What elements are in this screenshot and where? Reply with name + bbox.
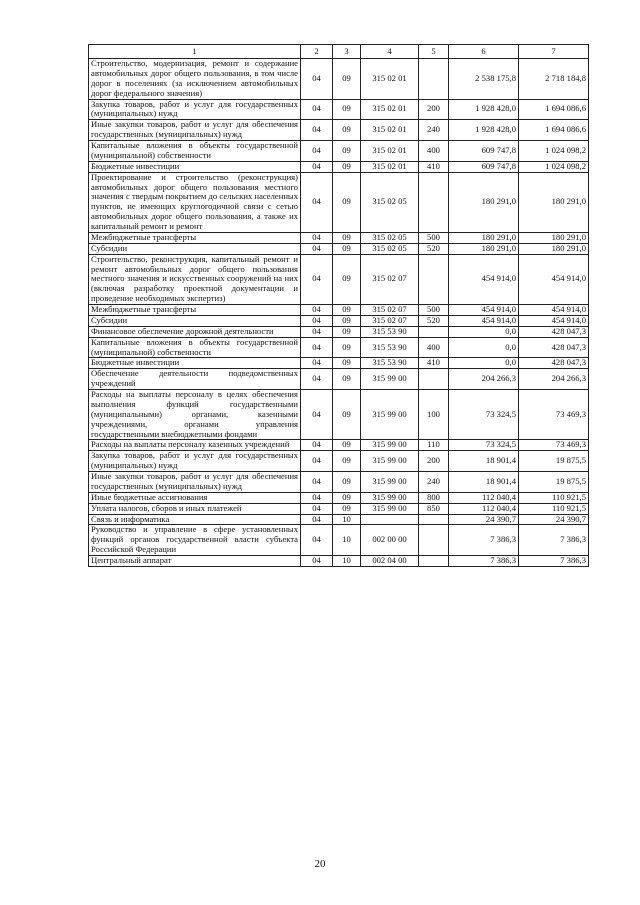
amount-col6-cell: 18 901,4	[449, 451, 519, 472]
amount-col7-cell: 110 921,5	[519, 492, 589, 503]
section-code-cell: 04	[301, 492, 333, 503]
expense-type-cell: 410	[419, 161, 449, 172]
expense-type-cell: 850	[419, 503, 449, 514]
column-header: 6	[449, 45, 519, 59]
target-article-cell: 315 53 90	[361, 358, 419, 369]
amount-col7-cell: 73 469,3	[519, 390, 589, 440]
subsection-code-cell: 09	[333, 232, 361, 243]
amount-col7-cell: 73 469,3	[519, 440, 589, 451]
amount-col7-cell: 2 718 184,8	[519, 59, 589, 100]
amount-col7-cell: 428 047,3	[519, 358, 589, 369]
column-header: 1	[89, 45, 301, 59]
amount-col7-cell: 428 047,3	[519, 326, 589, 337]
target-article-cell: 315 02 01	[361, 120, 419, 141]
target-article-cell: 315 53 90	[361, 326, 419, 337]
amount-col6-cell: 180 291,0	[449, 243, 519, 254]
expense-type-cell: 520	[419, 315, 449, 326]
subsection-code-cell: 09	[333, 161, 361, 172]
expense-type-cell: 100	[419, 390, 449, 440]
row-name-cell: Расходы на выплаты персоналу казенных учреждений	[89, 440, 301, 451]
row-name-cell: Субсидии	[89, 315, 301, 326]
amount-col6-cell: 204 266,3	[449, 369, 519, 390]
subsection-code-cell: 09	[333, 358, 361, 369]
table-body	[89, 59, 589, 567]
expense-type-cell: 800	[419, 492, 449, 503]
expense-type-cell: 500	[419, 305, 449, 316]
subsection-code-cell: 09	[333, 390, 361, 440]
amount-col7-cell: 204 266,3	[519, 369, 589, 390]
table-row	[89, 451, 589, 472]
amount-col6-cell: 112 040,4	[449, 503, 519, 514]
table-row	[89, 358, 589, 369]
subsection-code-cell: 09	[333, 315, 361, 326]
section-code-cell: 04	[301, 161, 333, 172]
target-article-cell: 315 02 05	[361, 243, 419, 254]
target-article-cell: 315 02 07	[361, 254, 419, 304]
table-row	[89, 503, 589, 514]
section-code-cell: 04	[301, 232, 333, 243]
column-header: 5	[419, 45, 449, 59]
target-article-cell: 315 02 01	[361, 141, 419, 162]
table-row	[89, 99, 589, 120]
table-row	[89, 440, 589, 451]
amount-col6-cell: 454 914,0	[449, 305, 519, 316]
amount-col6-cell: 454 914,0	[449, 254, 519, 304]
amount-col7-cell: 454 914,0	[519, 305, 589, 316]
amount-col7-cell: 19 875,5	[519, 472, 589, 493]
subsection-code-cell: 09	[333, 120, 361, 141]
column-header: 2	[301, 45, 333, 59]
section-code-cell: 04	[301, 59, 333, 100]
row-name-cell: Закупка товаров, работ и услуг для государственных (муниципальных) нужд	[89, 99, 301, 120]
row-name-cell: Расходы на выплаты персоналу в целях обеспечения выполнения функций государственными (муниципальными) органами, казенными учреждениями, органами управления государственными внебюджетными фондами	[89, 390, 301, 440]
amount-col6-cell: 0,0	[449, 337, 519, 358]
target-article-cell: 315 99 00	[361, 369, 419, 390]
column-header: 3	[333, 45, 361, 59]
row-name-cell: Иные закупки товаров, работ и услуг для обеспечения государственных (муниципальных) нужд	[89, 472, 301, 493]
section-code-cell: 04	[301, 514, 333, 525]
page-number: 20	[314, 858, 326, 870]
row-name-cell: Субсидии	[89, 243, 301, 254]
section-code-cell: 04	[301, 120, 333, 141]
expense-type-cell: 240	[419, 472, 449, 493]
target-article-cell: 315 99 00	[361, 451, 419, 472]
expense-type-cell	[419, 514, 449, 525]
row-name-cell: Бюджетные инвестиции	[89, 358, 301, 369]
amount-col7-cell: 180 291,0	[519, 243, 589, 254]
target-article-cell: 315 99 00	[361, 472, 419, 493]
expense-type-cell: 110	[419, 440, 449, 451]
target-article-cell: 315 99 00	[361, 390, 419, 440]
amount-col7-cell: 180 291,0	[519, 232, 589, 243]
expense-type-cell: 410	[419, 358, 449, 369]
target-article-cell: 002 00 00	[361, 525, 419, 556]
section-code-cell: 04	[301, 556, 333, 567]
amount-col6-cell: 18 901,4	[449, 472, 519, 493]
subsection-code-cell: 09	[333, 472, 361, 493]
target-article-cell: 315 99 00	[361, 503, 419, 514]
amount-col7-cell: 1 024 098,2	[519, 161, 589, 172]
amount-col7-cell: 19 875,5	[519, 451, 589, 472]
amount-col6-cell: 24 390,7	[449, 514, 519, 525]
table-row	[89, 514, 589, 525]
table-row	[89, 161, 589, 172]
table-row	[89, 492, 589, 503]
amount-col6-cell: 73 324,5	[449, 390, 519, 440]
target-article-cell: 315 99 00	[361, 492, 419, 503]
table-header-row	[89, 45, 589, 59]
row-name-cell: Капитальные вложения в объекты государственной (муниципальной) собственности	[89, 337, 301, 358]
expense-type-cell: 500	[419, 232, 449, 243]
expense-type-cell: 520	[419, 243, 449, 254]
row-name-cell: Проектирование и строительство (реконструкция) автомобильных дорог общего пользования местного значения с твердым покрытием до сельских населенных пунктов, не имеющих круглогодичной связи с сетью автомобильных дорог общего пользования, а также их капитальный ремонт и ремонт	[89, 172, 301, 232]
amount-col7-cell: 24 390,7	[519, 514, 589, 525]
table-row	[89, 254, 589, 304]
amount-col7-cell: 7 386,3	[519, 525, 589, 556]
expense-type-cell	[419, 326, 449, 337]
subsection-code-cell: 09	[333, 305, 361, 316]
target-article-cell: 315 02 07	[361, 315, 419, 326]
target-article-cell	[361, 514, 419, 525]
row-name-cell: Иные бюджетные ассигнования	[89, 492, 301, 503]
section-code-cell: 04	[301, 99, 333, 120]
section-code-cell: 04	[301, 254, 333, 304]
amount-col6-cell: 2 538 175,8	[449, 59, 519, 100]
section-code-cell: 04	[301, 315, 333, 326]
target-article-cell: 315 02 01	[361, 59, 419, 100]
section-code-cell: 04	[301, 337, 333, 358]
table-row	[89, 243, 589, 254]
expense-type-cell	[419, 525, 449, 556]
subsection-code-cell: 09	[333, 59, 361, 100]
expense-type-cell	[419, 369, 449, 390]
row-name-cell: Бюджетные инвестиции	[89, 161, 301, 172]
row-name-cell: Строительство, модернизация, ремонт и содержание автомобильных дорог общего пользования, в том числе дорог в поселениях (за исключением автомобильных дорог федерального значения)	[89, 59, 301, 100]
expense-type-cell	[419, 59, 449, 100]
amount-col6-cell: 0,0	[449, 358, 519, 369]
amount-col6-cell: 112 040,4	[449, 492, 519, 503]
amount-col7-cell: 180 291,0	[519, 172, 589, 232]
subsection-code-cell: 09	[333, 326, 361, 337]
amount-col7-cell: 454 914,0	[519, 315, 589, 326]
target-article-cell: 315 53 90	[361, 337, 419, 358]
target-article-cell: 315 02 05	[361, 232, 419, 243]
amount-col6-cell: 180 291,0	[449, 232, 519, 243]
amount-col6-cell: 0,0	[449, 326, 519, 337]
target-article-cell: 315 02 01	[361, 99, 419, 120]
subsection-code-cell: 09	[333, 172, 361, 232]
table-row	[89, 525, 589, 556]
amount-col7-cell: 454 914,0	[519, 254, 589, 304]
table-row	[89, 232, 589, 243]
table-row	[89, 337, 589, 358]
target-article-cell: 315 02 07	[361, 305, 419, 316]
amount-col6-cell: 180 291,0	[449, 172, 519, 232]
expense-type-cell	[419, 254, 449, 304]
section-code-cell: 04	[301, 358, 333, 369]
table-row	[89, 120, 589, 141]
row-name-cell: Иные закупки товаров, работ и услуг для обеспечения государственных (муниципальных) нужд	[89, 120, 301, 141]
subsection-code-cell: 09	[333, 141, 361, 162]
expense-type-cell: 400	[419, 337, 449, 358]
amount-col6-cell: 454 914,0	[449, 315, 519, 326]
subsection-code-cell: 09	[333, 503, 361, 514]
section-code-cell: 04	[301, 326, 333, 337]
row-name-cell: Руководство и управление в сфере установленных функций органов государственной власти субъекта Российской Федерации	[89, 525, 301, 556]
section-code-cell: 04	[301, 305, 333, 316]
subsection-code-cell: 09	[333, 492, 361, 503]
amount-col7-cell: 428 047,3	[519, 337, 589, 358]
subsection-code-cell: 10	[333, 525, 361, 556]
amount-col6-cell: 609 747,8	[449, 141, 519, 162]
table-row	[89, 172, 589, 232]
table-row	[89, 59, 589, 100]
section-code-cell: 04	[301, 243, 333, 254]
table-row	[89, 472, 589, 493]
subsection-code-cell: 10	[333, 514, 361, 525]
table-row	[89, 390, 589, 440]
section-code-cell: 04	[301, 503, 333, 514]
amount-col7-cell: 7 386,3	[519, 556, 589, 567]
target-article-cell: 315 02 01	[361, 161, 419, 172]
row-name-cell: Капитальные вложения в объекты государственной (муниципальной) собственности	[89, 141, 301, 162]
amount-col6-cell: 7 386,3	[449, 525, 519, 556]
column-header: 4	[361, 45, 419, 59]
row-name-cell: Строительство, реконструкция, капитальный ремонт и ремонт автомобильных дорог общего пользования местного значения и искусственных сооружений на них (включая разработку проектной документации и проведение необходимых экспертиз)	[89, 254, 301, 304]
amount-col6-cell: 1 928 428,0	[449, 99, 519, 120]
table-row	[89, 315, 589, 326]
subsection-code-cell: 09	[333, 99, 361, 120]
table-row	[89, 369, 589, 390]
table-row	[89, 326, 589, 337]
target-article-cell: 315 02 05	[361, 172, 419, 232]
budget-table	[88, 44, 589, 567]
amount-col6-cell: 609 747,8	[449, 161, 519, 172]
subsection-code-cell: 09	[333, 369, 361, 390]
row-name-cell: Межбюджетные трансферты	[89, 305, 301, 316]
section-code-cell: 04	[301, 451, 333, 472]
expense-type-cell: 400	[419, 141, 449, 162]
subsection-code-cell: 10	[333, 556, 361, 567]
amount-col7-cell: 1 694 086,6	[519, 120, 589, 141]
row-name-cell: Обеспечение деятельности подведомственных учреждений	[89, 369, 301, 390]
amount-col6-cell: 1 928 428,0	[449, 120, 519, 141]
expense-type-cell	[419, 172, 449, 232]
amount-col7-cell: 1 024 098,2	[519, 141, 589, 162]
table-row	[89, 305, 589, 316]
subsection-code-cell: 09	[333, 254, 361, 304]
section-code-cell: 04	[301, 369, 333, 390]
section-code-cell: 04	[301, 525, 333, 556]
table-row	[89, 556, 589, 567]
section-code-cell: 04	[301, 141, 333, 162]
row-name-cell: Финансовое обеспечение дорожной деятельности	[89, 326, 301, 337]
target-article-cell: 002 04 00	[361, 556, 419, 567]
row-name-cell: Закупка товаров, работ и услуг для государственных (муниципальных) нужд	[89, 451, 301, 472]
section-code-cell: 04	[301, 390, 333, 440]
subsection-code-cell: 09	[333, 440, 361, 451]
row-name-cell: Связь и информатика	[89, 514, 301, 525]
section-code-cell: 04	[301, 172, 333, 232]
amount-col7-cell: 110 921,5	[519, 503, 589, 514]
column-header: 7	[519, 45, 589, 59]
row-name-cell: Центральный аппарат	[89, 556, 301, 567]
expense-type-cell: 200	[419, 99, 449, 120]
amount-col6-cell: 73 324,5	[449, 440, 519, 451]
section-code-cell: 04	[301, 440, 333, 451]
table-row	[89, 141, 589, 162]
expense-type-cell: 200	[419, 451, 449, 472]
subsection-code-cell: 09	[333, 243, 361, 254]
row-name-cell: Уплата налогов, сборов и иных платежей	[89, 503, 301, 514]
expense-type-cell: 240	[419, 120, 449, 141]
subsection-code-cell: 09	[333, 451, 361, 472]
row-name-cell: Межбюджетные трансферты	[89, 232, 301, 243]
subsection-code-cell: 09	[333, 337, 361, 358]
section-code-cell: 04	[301, 472, 333, 493]
amount-col7-cell: 1 694 086,6	[519, 99, 589, 120]
target-article-cell: 315 99 00	[361, 440, 419, 451]
amount-col6-cell: 7 386,3	[449, 556, 519, 567]
expense-type-cell	[419, 556, 449, 567]
